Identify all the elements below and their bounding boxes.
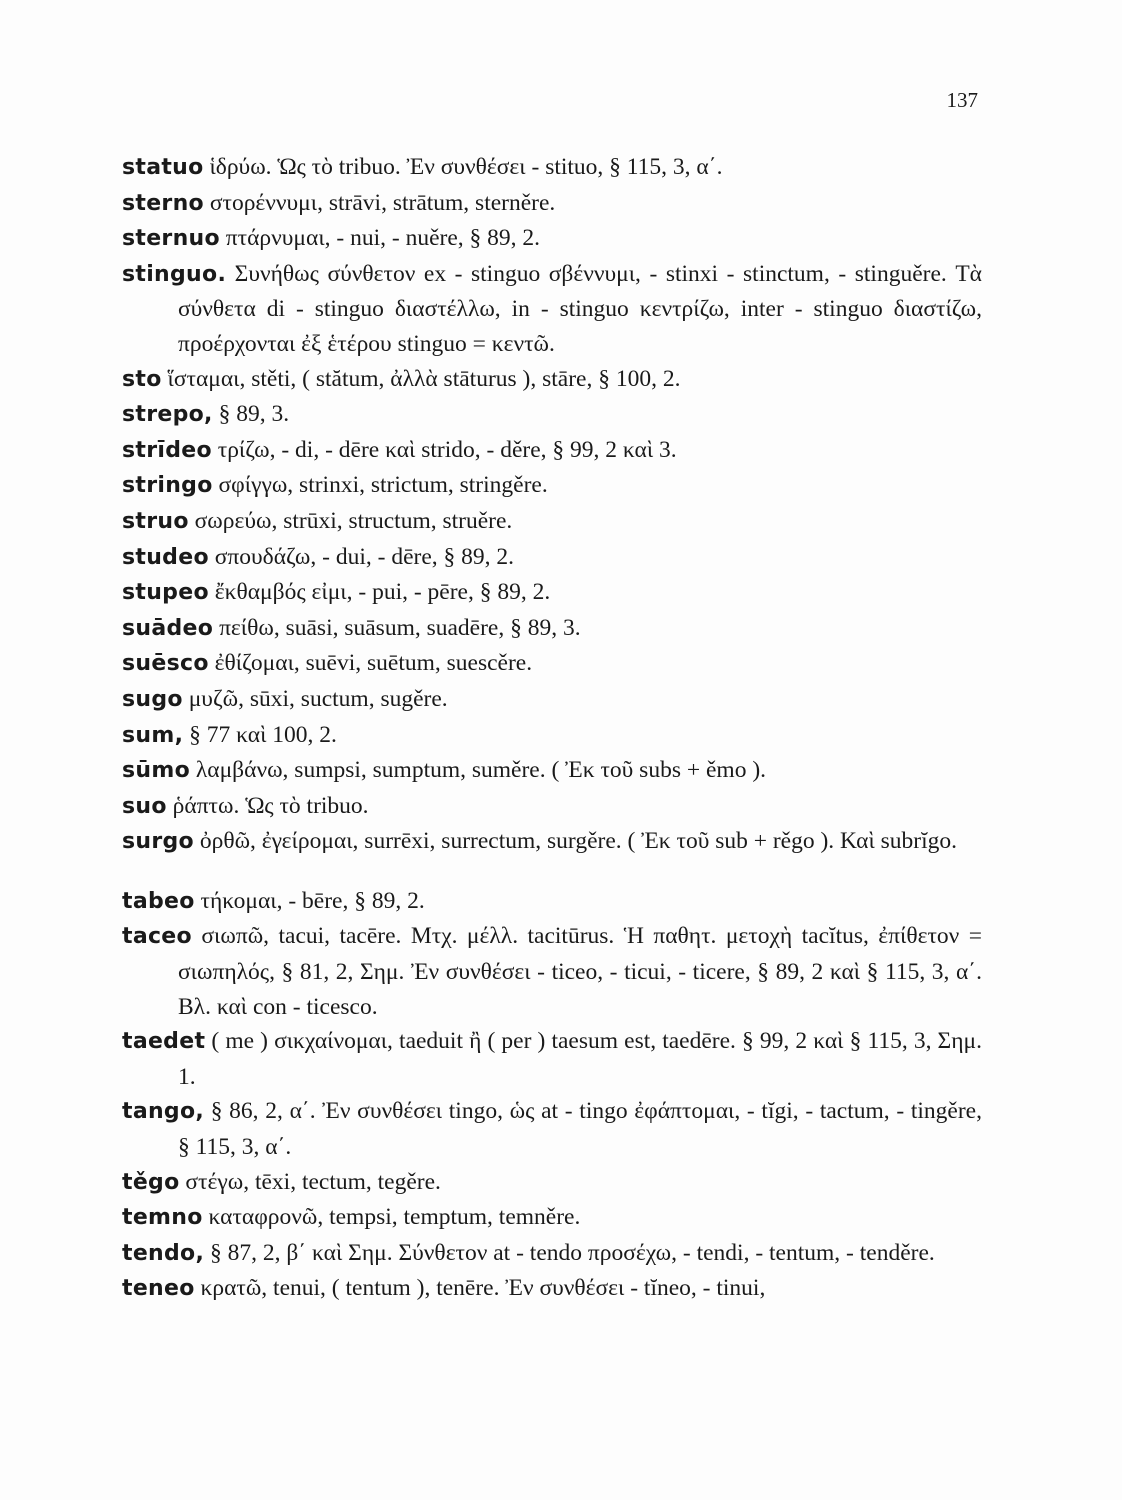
entry-teneo bbox=[122, 1271, 982, 1307]
headword: taceo bbox=[122, 924, 192, 950]
headword: stupeo bbox=[122, 580, 209, 606]
headword: sternuo bbox=[122, 226, 220, 252]
definition: τρίζω, - di, - dēre καὶ strido, - děre, § 99, 2 καὶ 3. bbox=[211, 436, 677, 463]
entry-statuo bbox=[122, 150, 982, 186]
definition: σπουδάζω, - dui, - dēre, § 89, 2. bbox=[208, 543, 515, 570]
entry-sterno bbox=[122, 186, 982, 222]
entry-stringo bbox=[122, 468, 982, 504]
headword: statuo bbox=[122, 155, 204, 180]
definition: σιωπῶ, tacui, tacēre. Μτχ. μέλλ. tacitūrus. Ἡ παθητ. μετοχὴ tacĭtus, ἐπίθετον = σιωπηλός, § 81, 2, Σημ. Ἐν συνθέσει - ticeo, - ticui, - ticere, § 89, 2 καὶ § 115, 3, α΄. Βλ. καὶ con - ticesco. bbox=[178, 923, 982, 1020]
definition: στορέννυμι, strāvi, strātum, sterněre. bbox=[203, 189, 556, 216]
entry-suadeo bbox=[122, 611, 982, 647]
headword: sto bbox=[122, 366, 162, 392]
definition: ( me ) σικχαίνομαι, taeduit ἢ ( per ) taesum est, taedēre. § 99, 2 καὶ § 115, 3, Σημ. 1. bbox=[178, 1028, 982, 1090]
definition: σωρεύω, strūxi, structum, struěre. bbox=[188, 507, 513, 534]
entry-tabeo bbox=[122, 884, 982, 920]
definition: § 89, 3. bbox=[212, 401, 290, 428]
entry-strepo bbox=[122, 397, 982, 433]
definition: ἱδρύω. Ὡς τὸ tribuo. Ἐν συνθέσει - stituo, § 115, 3, α΄. bbox=[203, 154, 723, 180]
definition: καταφρονῶ, tempsi, temptum, temněre. bbox=[202, 1204, 581, 1231]
headword: studeo bbox=[122, 544, 209, 570]
entry-suo bbox=[122, 789, 982, 825]
entry-sugo bbox=[122, 682, 982, 718]
headword: tango, bbox=[122, 1099, 205, 1125]
entry-sumo bbox=[122, 753, 982, 789]
definition: σφίγγω, strinxi, strictum, stringěre. bbox=[212, 472, 548, 499]
definition: στέγω, tēxi, tectum, tegěre. bbox=[179, 1168, 441, 1195]
entry-surgo bbox=[122, 824, 982, 860]
headword: tabeo bbox=[122, 888, 195, 914]
entry-stupeo bbox=[122, 575, 982, 611]
headword: sugo bbox=[122, 686, 183, 712]
entry-suesco bbox=[122, 646, 982, 682]
definition: ῥάπτω. Ὡς τὸ tribuo. bbox=[166, 792, 369, 819]
entry-tango bbox=[122, 1094, 982, 1164]
entry-taedet bbox=[122, 1024, 982, 1094]
headword: struo bbox=[122, 508, 189, 534]
entry-temno bbox=[122, 1200, 982, 1236]
definition: τήκομαι, - bēre, § 89, 2. bbox=[194, 887, 425, 914]
definition: πτάρνυμαι, - nui, - nuěre, § 89, 2. bbox=[219, 225, 541, 252]
headword: sterno bbox=[122, 190, 204, 216]
headword: strīdeo bbox=[122, 437, 212, 463]
definition: ὀρθῶ, ἐγείρομαι, surrēxi, surrectum, surgěre. ( Ἐκ τοῦ sub + rěgo ). Καὶ subrĭgo. bbox=[193, 828, 958, 855]
entry-tego bbox=[122, 1165, 982, 1201]
entry-studeo bbox=[122, 540, 982, 576]
headword: teneo bbox=[122, 1276, 195, 1302]
entry-stinguo bbox=[122, 257, 982, 362]
headword: tendo, bbox=[122, 1240, 205, 1266]
entry-list bbox=[122, 150, 982, 1307]
headword: strepo, bbox=[122, 402, 213, 428]
headword: suādeo bbox=[122, 615, 214, 641]
headword: sūmo bbox=[122, 758, 190, 784]
definition: ἐθίζομαι, suēvi, suētum, suescěre. bbox=[208, 650, 533, 677]
headword: stringo bbox=[122, 473, 213, 499]
headword: taedet bbox=[122, 1029, 206, 1055]
section-gap bbox=[122, 860, 982, 884]
definition: ἔκθαμβός εἰμι, - pui, - pēre, § 89, 2. bbox=[208, 579, 551, 606]
headword: temno bbox=[122, 1205, 203, 1231]
definition: κρατῶ, tenui, ( tentum ), tenēre. Ἐν συνθέσει - tĭneo, - tinui, bbox=[194, 1275, 766, 1302]
definition: Συνήθως σύνθετον ex - stinguo σβέννυμι, - stinxi - stinctum, - stinguěre. Τὰ σύνθετα di - stinguo διαστέλλω, in - stinguo κεντρίζω, inter - stinguo διαστίζω, προέρχονται ἐξ ἑτέρου stinguo = κεντῶ. bbox=[178, 260, 982, 357]
entry-struo bbox=[122, 504, 982, 540]
definition: πείθω, suāsi, suāsum, suadēre, § 89, 3. bbox=[213, 614, 581, 641]
headword: těgo bbox=[122, 1169, 180, 1195]
headword: surgo bbox=[122, 829, 194, 855]
definition: λαμβάνω, sumpsi, sumptum, suměre. ( Ἐκ τοῦ subs + ěmo ). bbox=[190, 757, 767, 784]
definition: ἵσταμαι, stěti, ( stătum, ἀλλὰ stāturus ), stāre, § 100, 2. bbox=[161, 365, 681, 392]
definition: § 87, 2, β΄ καὶ Σημ. Σύνθετον at - tendo προσέχω, - tendi, - tentum, - tenděre. bbox=[204, 1239, 935, 1266]
entry-tendo bbox=[122, 1236, 982, 1272]
definition: μυζῶ, sūxi, suctum, sugěre. bbox=[182, 685, 448, 712]
headword: suēsco bbox=[122, 651, 209, 677]
definition: § 86, 2, α΄. Ἐν συνθέσει tingo, ὡς at - tingo ἐφάπτομαι, - tĭgi, - tactum, - tingěre, § 115, 3, α΄. bbox=[178, 1098, 982, 1161]
page-number: 137 bbox=[946, 88, 978, 112]
definition: § 77 καὶ 100, 2. bbox=[183, 721, 337, 748]
entry-strideo bbox=[122, 433, 982, 469]
entry-taceo bbox=[122, 919, 982, 1024]
entry-sto bbox=[122, 362, 982, 398]
headword: suo bbox=[122, 793, 167, 819]
headword: stinguo. bbox=[122, 261, 227, 287]
headword: sum, bbox=[122, 722, 184, 748]
entry-sum bbox=[122, 718, 982, 754]
entry-sternuo bbox=[122, 221, 982, 257]
